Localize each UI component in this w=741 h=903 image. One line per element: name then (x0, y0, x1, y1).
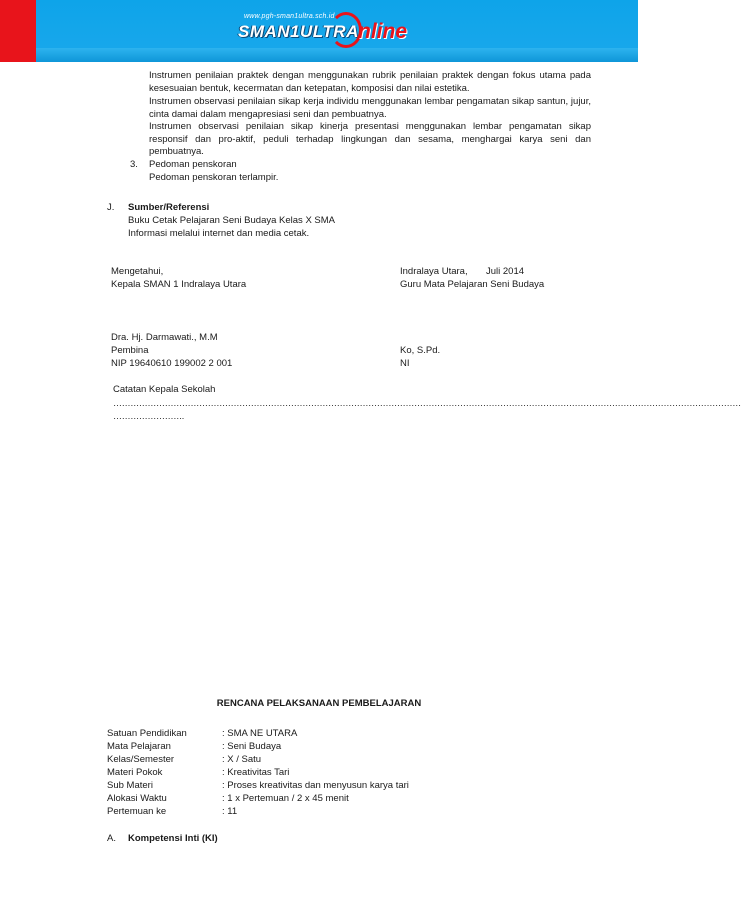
signature-right-nip: NI (400, 358, 410, 369)
pedoman-number: 3. (130, 159, 138, 170)
header-banner (0, 0, 638, 62)
signature-left-rank: Pembina (111, 345, 149, 356)
rpp-row-label: Mata Pelajaran (107, 741, 171, 752)
signature-right-date: Juli 2014 (486, 266, 525, 277)
rpp-row-label: Kelas/Semester (107, 754, 175, 765)
rpp-row-label: Alokasi Waktu (107, 793, 167, 804)
signature-right-line1: Indralaya Utara, (400, 266, 468, 277)
section-a-letter: A. (107, 833, 116, 844)
site-logo-text: SMAN1ULTRA (238, 22, 359, 41)
pedoman-text: Pedoman penskoran terlampir. (149, 172, 279, 183)
rpp-row-value: : SMA NE UTARA (222, 728, 298, 739)
signature-left-nip: NIP 19640610 199002 2 001 (111, 358, 233, 369)
rpp-title: RENCANA PELAKSANAAN PEMBELAJARAN (216, 698, 422, 709)
sumber-item-2: Informasi melalui internet dan media cetak. (128, 228, 310, 239)
banner-red-block (0, 0, 36, 62)
site-logo-online: nline (358, 20, 408, 43)
rpp-row-value: : Kreativitas Tari (222, 767, 290, 778)
sumber-heading: Sumber/Referensi (128, 202, 210, 213)
rpp-row-value: : 11 (222, 806, 238, 817)
instrumen-paragraph-3: Instrumen observasi penilaian sikap kinerja presentasi menggunakan lembar pengamatan sikap responsif dan pro-aktif, peduli terhadap lingkungan dan sesama, menghargai karya seni dan pembuatnya. (149, 121, 591, 157)
rpp-row-value: : Proses kreativitas dan menyusun karya tari (222, 780, 409, 791)
signature-left-line1: Mengetahui, (111, 266, 164, 277)
rpp-row-label: Materi Pokok (107, 767, 163, 778)
rpp-row-value: : Seni Budaya (222, 741, 282, 752)
rpp-row-value: : X / Satu (222, 754, 262, 765)
section-a-heading: Kompetensi Inti (KI) (128, 833, 218, 844)
catatan-dotted-line-2: ……………………. (113, 411, 184, 421)
rpp-row-label: Pertemuan ke (107, 806, 167, 817)
signature-right-name: Ko, S.Pd. (400, 345, 441, 356)
signature-left-line2: Kepala SMAN 1 Indralaya Utara (111, 279, 247, 290)
signature-left-name: Dra. Hj. Darmawati., M.M (111, 332, 218, 343)
rpp-row-value: : 1 x Pertemuan / 2 x 45 menit (222, 793, 349, 804)
banner-blue-strip (36, 48, 638, 62)
catatan-dotted-line-1: ………………………………………………………………………………………………………………………………………………………………………………………………… (113, 398, 741, 408)
site-url[interactable]: www.pgh-sman1ultra.sch.id (244, 13, 335, 20)
rpp-row-label: Sub Materi (107, 780, 153, 791)
rpp-row-label: Satuan Pendidikan (107, 728, 187, 739)
pedoman-title: Pedoman penskoran (149, 159, 237, 170)
instrumen-paragraph-1: Instrumen penilaian praktek dengan menggunakan rubrik penilaian praktek dengan fokus utama pada kesesuaian bentuk, kecermatan dan ketepatan, komposisi dan nilai estetika. (149, 70, 591, 94)
signature-right-line2: Guru Mata Pelajaran Seni Budaya (400, 279, 545, 290)
sumber-item-1: Buku Cetak Pelajaran Seni Budaya Kelas X SMA (128, 215, 336, 226)
catatan-label: Catatan Kepala Sekolah (113, 384, 216, 395)
sumber-letter: J. (107, 202, 115, 213)
instrumen-paragraph-2: Instrumen observasi penilaian sikap kerja individu menggunakan lembar pengamatan sikap santun, jujur, cinta damai dalam mengapresiasi seni dan pembuatnya. (149, 96, 591, 120)
